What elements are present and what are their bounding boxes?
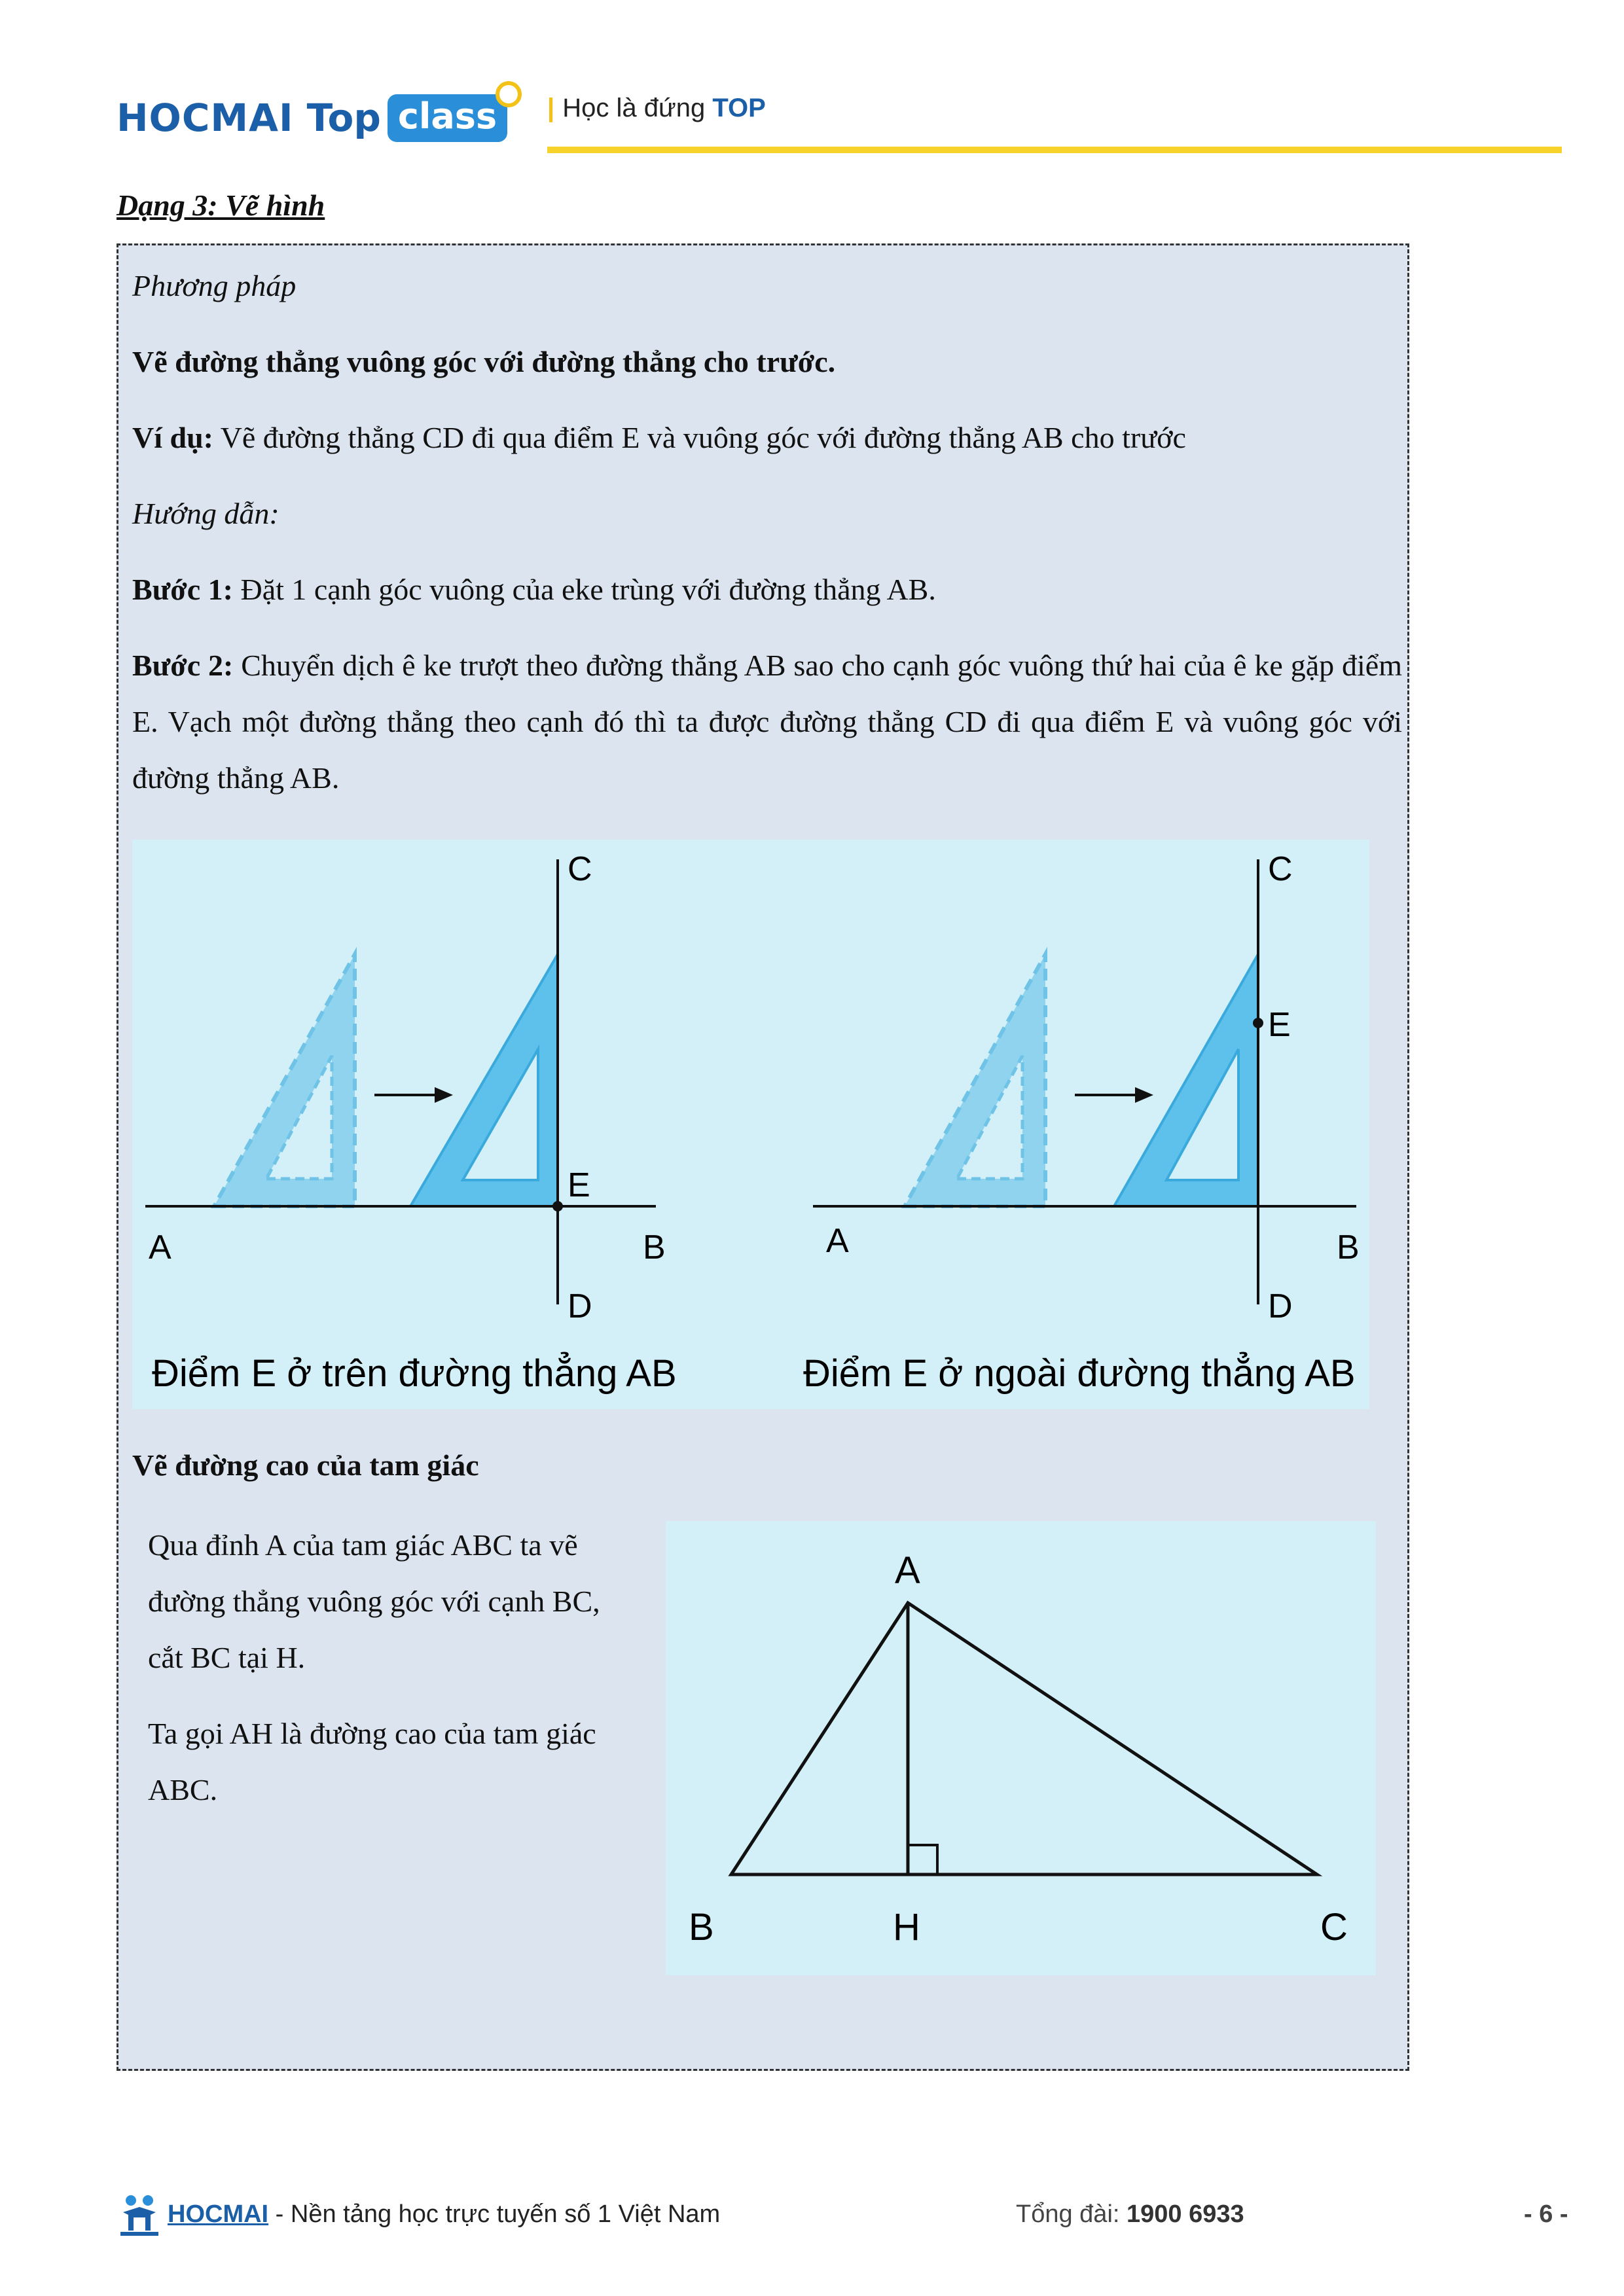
example-label: Ví dụ: bbox=[132, 421, 213, 454]
logo-class-badge bbox=[388, 94, 507, 142]
panel-point-on-line bbox=[145, 850, 677, 1395]
perpendicular-figure-svg bbox=[132, 840, 1369, 1409]
slogan-divider: | bbox=[547, 94, 555, 122]
slogan-prefix: Học là đứng bbox=[562, 94, 706, 122]
step2-text: Chuyển dịch ê ke trượt theo đường thẳng AB sao cho cạnh góc vuông thứ hai của ê ke gặp điểm E. Vạch một đường thẳng theo cạnh đó thì ta được đường thẳng CD đi qua điểm E và vuông góc với đường thẳng AB. bbox=[132, 649, 1402, 795]
right-angle-mark bbox=[908, 1845, 937, 1874]
section-title: Dạng 3: Vẽ hình bbox=[117, 188, 325, 222]
label-e: E bbox=[1268, 1006, 1291, 1044]
footer-tagline bbox=[168, 2200, 720, 2229]
perpendicular-figure bbox=[132, 840, 1369, 1409]
page-number: - 6 - bbox=[1524, 2200, 1568, 2228]
altitude-text-2: Ta gọi AH là đường cao của tam giác ABC. bbox=[148, 1717, 596, 1806]
footer-hotline bbox=[1016, 2200, 1244, 2229]
label-b: B bbox=[643, 1229, 666, 1266]
heading-altitude: Vẽ đường cao của tam giác bbox=[132, 1448, 479, 1482]
hocmai-topclass-logo bbox=[117, 85, 507, 151]
label-c: C bbox=[568, 850, 592, 888]
slide-arrow-head bbox=[435, 1087, 453, 1103]
right-caption: Điểm E ở ngoài đường thẳng AB bbox=[803, 1352, 1356, 1395]
footer-brand[interactable]: HOCMAI bbox=[168, 2200, 269, 2228]
label-a: A bbox=[149, 1229, 171, 1266]
altitude-figure-svg bbox=[666, 1521, 1376, 1975]
altitude-figure bbox=[666, 1521, 1376, 1975]
guide-label: Hướng dẫn: bbox=[132, 497, 280, 530]
example-text: Vẽ đường thẳng CD đi qua điểm E và vuông góc với đường thẳng AB cho trước bbox=[220, 421, 1186, 454]
left-caption: Điểm E ở trên đường thẳng AB bbox=[152, 1352, 677, 1395]
altitude-text-1: Qua đỉnh A của tam giác ABC ta vẽ đường thẳng vuông góc với cạnh BC, cắt BC tại H. bbox=[148, 1528, 600, 1674]
example-line bbox=[132, 410, 1186, 466]
panel-point-off-line bbox=[803, 850, 1360, 1395]
header-rule bbox=[547, 147, 1562, 153]
label-c: C bbox=[1268, 850, 1293, 888]
label-d: D bbox=[1268, 1287, 1293, 1325]
point-e bbox=[1253, 1018, 1263, 1028]
label-d: D bbox=[568, 1287, 592, 1325]
slide-arrow-head bbox=[1135, 1087, 1153, 1103]
method-label: Phương pháp bbox=[132, 269, 297, 302]
label-c: C bbox=[1320, 1906, 1348, 1948]
label-h: H bbox=[893, 1906, 920, 1948]
logo-top-text: Top bbox=[306, 96, 381, 140]
label-a: A bbox=[826, 1222, 849, 1260]
footer-phone-label: Tổng đài: bbox=[1016, 2200, 1127, 2228]
label-e: E bbox=[568, 1166, 590, 1204]
hocmai-footer-logo-icon bbox=[117, 2193, 162, 2238]
triangle-abc bbox=[731, 1603, 1317, 1874]
step1-text: Đặt 1 cạnh góc vuông của eke trùng với đường thẳng AB. bbox=[240, 573, 936, 606]
label-a: A bbox=[895, 1549, 920, 1592]
footer-tagline-text: - Nền tảng học trực tuyến số 1 Việt Nam bbox=[268, 2200, 721, 2228]
step1-label: Bước 1: bbox=[132, 573, 233, 606]
slogan-highlight: TOP bbox=[712, 94, 766, 122]
label-b: B bbox=[1337, 1229, 1360, 1266]
header-slogan bbox=[547, 94, 766, 123]
logo-class-text: class bbox=[397, 95, 497, 137]
step2-label: Bước 2: bbox=[132, 649, 234, 682]
point-e bbox=[552, 1201, 563, 1211]
logo-hocmai-text: HOCMAI bbox=[117, 96, 294, 140]
step1 bbox=[132, 562, 936, 618]
sun-icon bbox=[496, 81, 522, 107]
footer-phone-number: 1900 6933 bbox=[1127, 2200, 1244, 2228]
heading-perpendicular: Vẽ đường thẳng vuông góc với đường thẳng cho trước. bbox=[132, 345, 836, 378]
step2 bbox=[132, 637, 1402, 806]
label-b: B bbox=[689, 1906, 714, 1948]
